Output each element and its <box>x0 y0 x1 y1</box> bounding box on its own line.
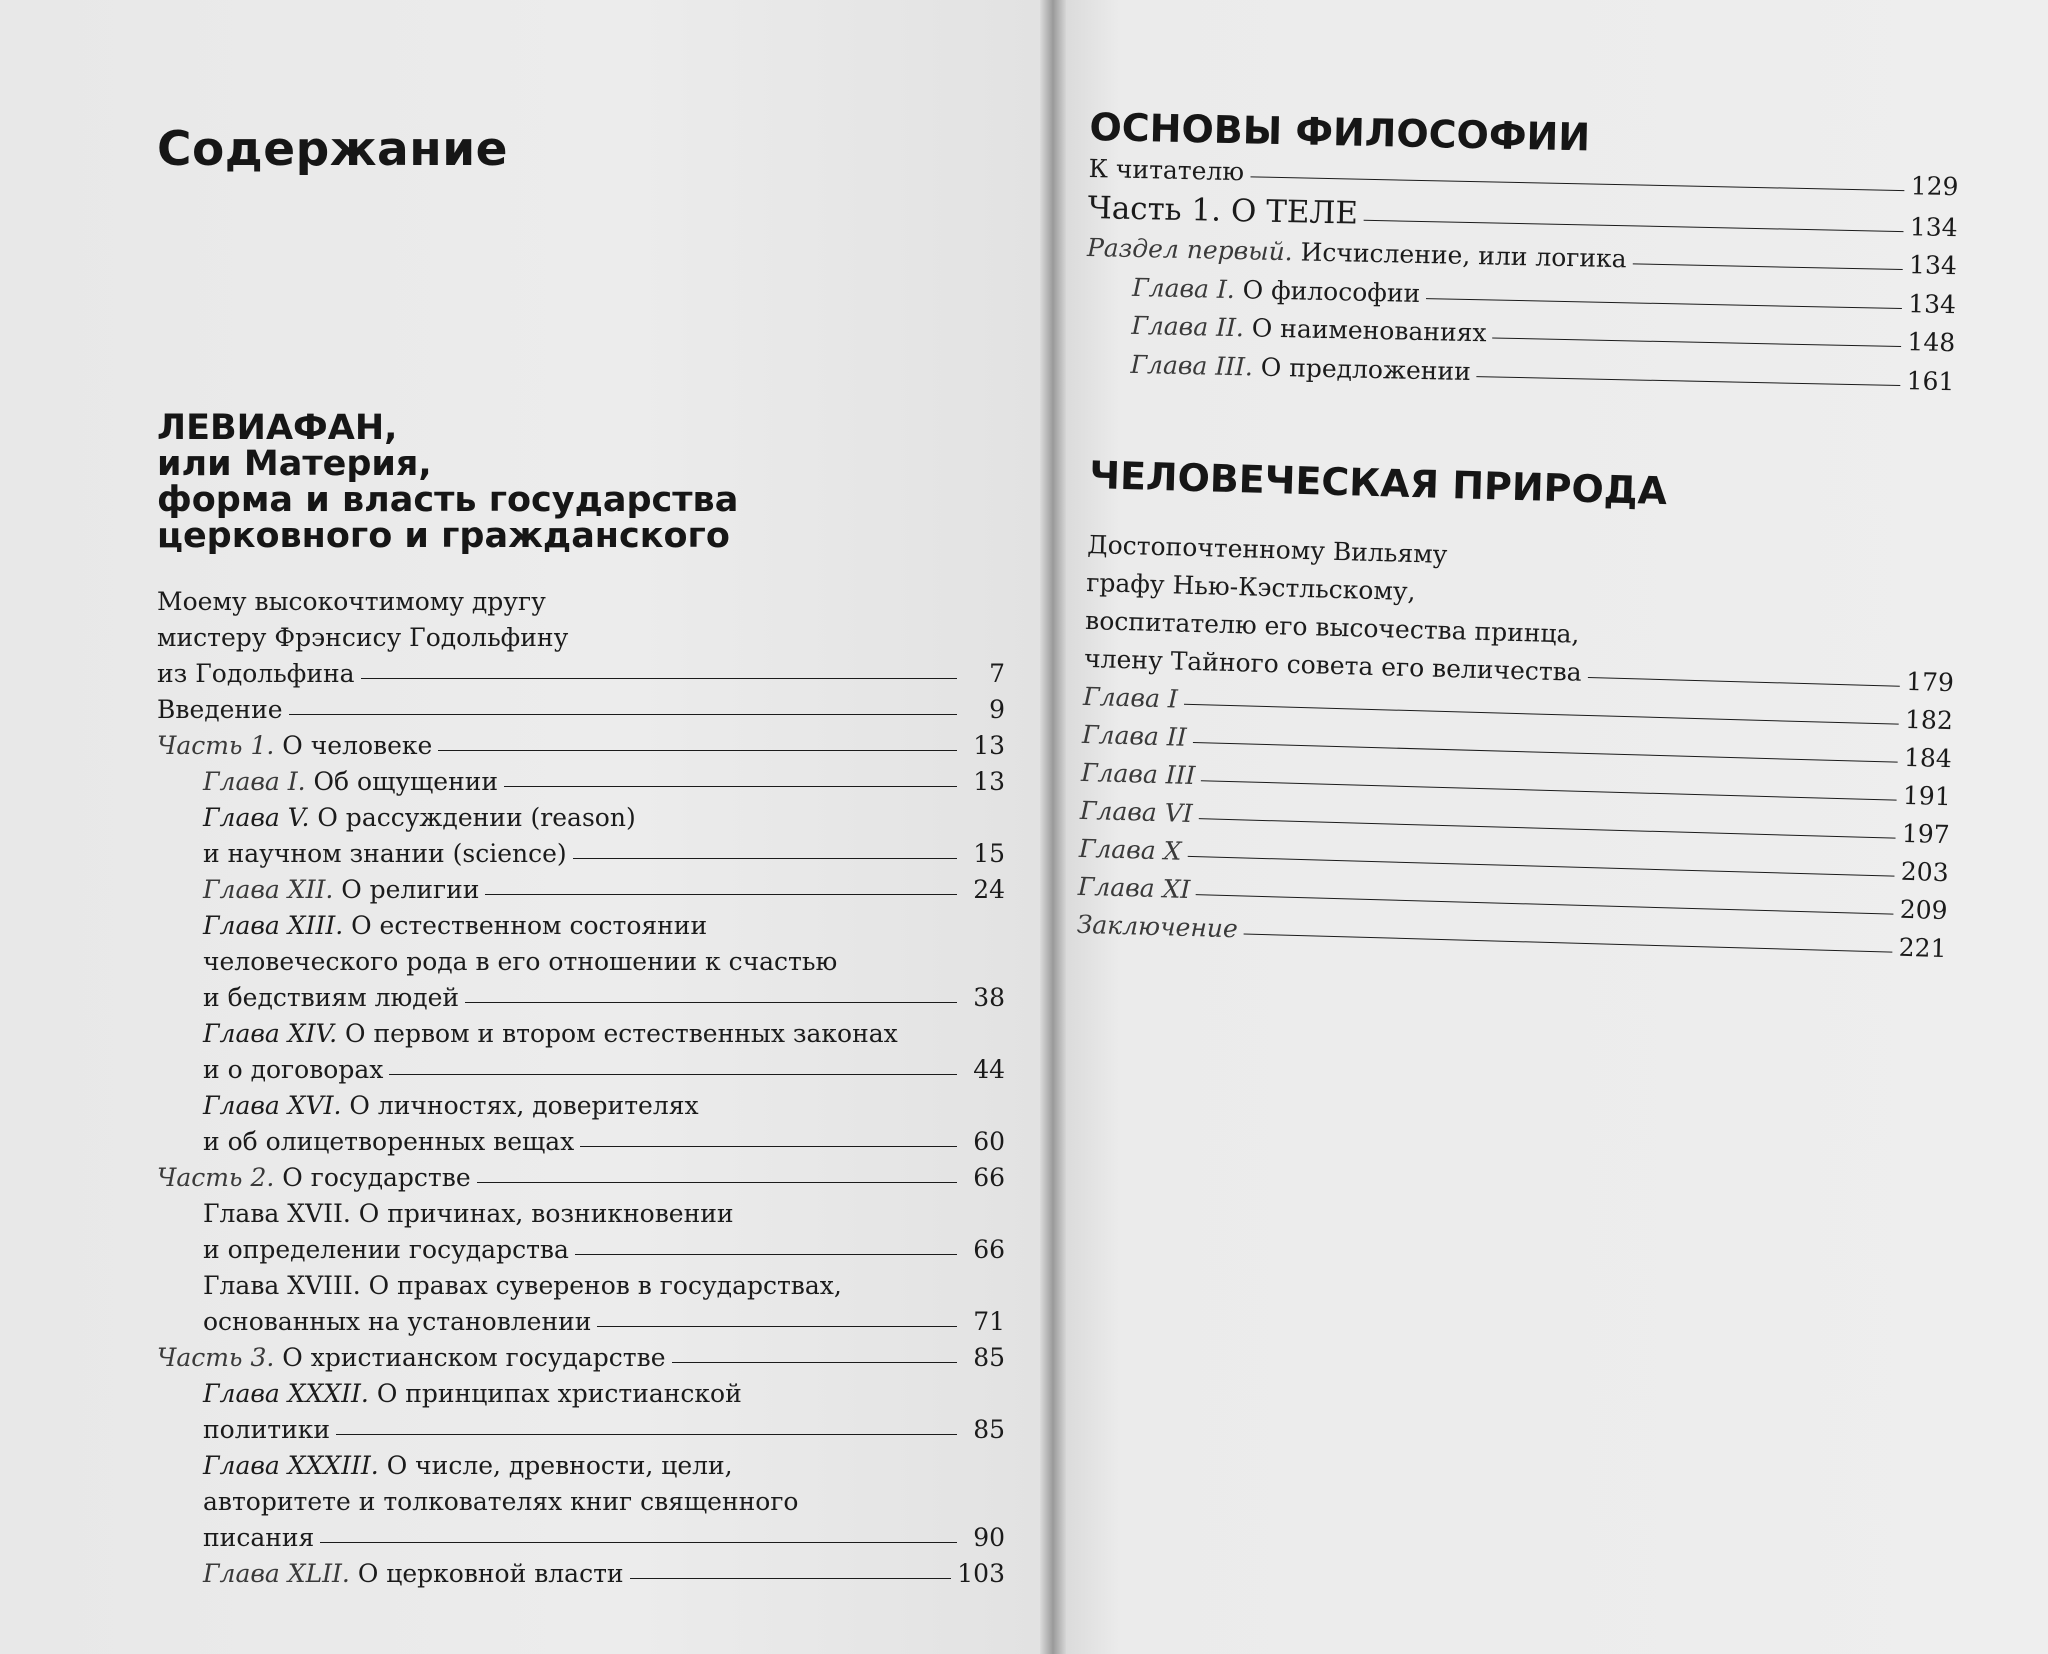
toc-entry[interactable] <box>157 872 1005 908</box>
toc-entry-label: Введение <box>157 695 283 724</box>
page-number: 66 <box>973 1235 1005 1264</box>
toc-entry-label: Часть 3. О христианском государстве <box>157 1343 666 1372</box>
toc-entry[interactable] <box>157 1304 1005 1340</box>
toc-entry-label: Часть 1. О человеке <box>157 731 433 760</box>
osnovy-title: ОСНОВЫ ФИЛОСОФИИ <box>1089 104 1591 160</box>
leviathan-title-line: церковного и гражданского <box>157 516 730 556</box>
leader-line <box>1364 219 1904 231</box>
page-number: 24 <box>973 875 1005 904</box>
leader-line <box>597 1326 957 1327</box>
toc-entry-continuation: человеческого рода в его отношении к счастью <box>203 947 838 976</box>
dedication-line: Моему высокочтимому другу <box>157 587 546 616</box>
page-number: 13 <box>973 767 1005 796</box>
page-number: 134 <box>1909 211 1958 242</box>
leader-line <box>504 786 957 787</box>
toc-entry[interactable] <box>157 656 1005 692</box>
toc-entry-label: Часть 2. О государстве <box>157 1163 471 1192</box>
dedication-line: Достопочтенному Вильяму <box>1087 529 1448 570</box>
page-number: 182 <box>1904 704 1954 736</box>
page-number: 90 <box>973 1523 1005 1552</box>
page-number: 13 <box>973 731 1005 760</box>
toc-entry-label: Глава VI <box>1079 795 1194 829</box>
leader-line <box>1477 376 1901 386</box>
toc-entry[interactable] <box>157 1124 1005 1160</box>
leader-line <box>485 894 957 895</box>
toc-entry-label: Глава II <box>1081 719 1188 752</box>
page-number: 203 <box>1900 856 1949 888</box>
leader-line <box>1492 337 1901 347</box>
toc-entry-label: Глава XII. О религии <box>203 875 480 904</box>
leviathan-title-line: ЛЕВИАФАН, <box>157 408 398 448</box>
toc-entry-label: Глава I <box>1082 681 1179 714</box>
toc-entry-label: Глава XXXII. О принципах христианской <box>203 1379 742 1408</box>
toc-entry-label: Глава I. О философии <box>1131 272 1421 308</box>
book-gutter <box>1040 0 1066 1654</box>
page-number: 44 <box>973 1055 1005 1084</box>
page-number: 134 <box>1908 250 1958 281</box>
toc-entry[interactable] <box>157 1232 1005 1268</box>
toc-entry-continuation: основанных на установлении <box>203 1307 592 1336</box>
page-number: 148 <box>1907 327 1956 358</box>
page-number: 191 <box>1902 780 1952 812</box>
page-number: 66 <box>973 1163 1005 1192</box>
page-number: 161 <box>1906 365 1955 396</box>
chelov-section <box>1076 452 1959 968</box>
leader-line <box>389 1074 957 1075</box>
leviathan-title-line: или Материя, <box>157 444 432 484</box>
leader-line <box>1633 263 1903 270</box>
page-number: 179 <box>1905 666 1955 698</box>
toc-entry[interactable] <box>157 764 1005 800</box>
toc-entry[interactable] <box>157 1556 1005 1592</box>
page-number: 38 <box>973 983 1005 1012</box>
leader-line <box>438 750 957 751</box>
page-number: 129 <box>1910 171 1959 202</box>
toc-entry-label: из Годольфина <box>157 659 355 688</box>
chelov-title: ЧЕЛОВЕЧЕСКАЯ ПРИРОДА <box>1088 452 1668 514</box>
toc-entry-label: Глава XIII. О естественном состоянии <box>203 911 708 940</box>
toc-entry-label: Глава XVI. О личностях, доверителях <box>203 1091 699 1120</box>
leader-line <box>289 714 957 715</box>
toc-entry-label: Глава I. Об ощущении <box>203 767 499 796</box>
leader-line <box>1426 298 1902 309</box>
page-number: 221 <box>1898 932 1947 964</box>
toc-entry-label: члену Тайного совета его величества <box>1083 643 1583 687</box>
toc-entry[interactable] <box>157 728 1005 764</box>
toc-entry-continuation: писания <box>203 1523 315 1552</box>
leader-line <box>573 858 957 859</box>
leader-line <box>672 1362 957 1363</box>
leader-line <box>361 678 957 679</box>
page-number: 85 <box>973 1343 1005 1372</box>
toc-entry[interactable] <box>157 1340 1005 1376</box>
toc-entry[interactable] <box>157 692 1005 728</box>
toc-entry[interactable] <box>157 1520 1005 1556</box>
toc-entry-label: Раздел первый. Исчисление, или логика <box>1086 232 1627 274</box>
dedication-line: воспитателю его высочества принца, <box>1084 605 1580 649</box>
toc-entry-continuation: авторитете и толкователях книг священного <box>203 1487 799 1516</box>
contents-title: Содержание <box>157 122 509 177</box>
page-number: 7 <box>989 659 1005 688</box>
chelov-toc <box>1076 526 1957 968</box>
toc-entry-continuation: и о договорах <box>203 1055 384 1084</box>
page-number: 184 <box>1903 742 1953 774</box>
toc-entry-label: Глава XXXIII. О числе, древности, цели, <box>203 1451 733 1480</box>
leader-line <box>575 1254 957 1255</box>
toc-entry-label: Глава X <box>1078 833 1182 866</box>
leviathan-section <box>157 410 1017 1592</box>
leader-line <box>1244 933 1893 952</box>
page-number: 85 <box>973 1415 1005 1444</box>
page-number: 71 <box>973 1307 1005 1336</box>
dedication-line: графу Нью-Кэстльскому, <box>1085 567 1416 607</box>
osnovy-section <box>1084 104 1960 401</box>
page-number: 15 <box>973 839 1005 868</box>
leader-line <box>630 1578 952 1579</box>
page-number: 197 <box>1901 818 1951 850</box>
toc-entry-continuation: и бедствиям людей <box>203 983 460 1012</box>
leader-line <box>477 1182 957 1183</box>
toc-entry[interactable] <box>157 980 1005 1016</box>
toc-entry-label: Глава XLII. О церковной власти <box>203 1559 624 1588</box>
toc-entry-label: Часть 1. О ТЕЛЕ <box>1087 189 1359 232</box>
osnovy-toc <box>1084 150 1959 401</box>
toc-entry-label: Глава XIV. О первом и втором естественных законах <box>203 1019 898 1048</box>
leader-line <box>1250 176 1905 191</box>
leviathan-toc <box>157 584 1005 1592</box>
toc-entry[interactable] <box>157 1052 1005 1088</box>
toc-entry-continuation: и об олицетворенных вещах <box>203 1127 575 1156</box>
page-number: 9 <box>989 695 1005 724</box>
toc-entry-label: Глава III. О предложении <box>1130 349 1472 386</box>
toc-entry-label: Глава II. О наименованиях <box>1131 310 1487 348</box>
toc-entry-label: К читателю <box>1088 153 1245 187</box>
leader-line <box>580 1146 957 1147</box>
toc-entry-continuation: политики <box>203 1415 331 1444</box>
toc-entry[interactable] <box>157 1412 1005 1448</box>
toc-entry-label: Глава XVII. О причинах, возникновении <box>203 1199 734 1228</box>
leviathan-title <box>157 410 1017 554</box>
toc-entry-label: Заключение <box>1076 909 1239 944</box>
page-number: 134 <box>1907 288 1957 319</box>
toc-entry-continuation: и научном знании (science) <box>203 839 567 868</box>
page-number: 103 <box>957 1559 1005 1588</box>
dedication-line: мистеру Фрэнсису Годольфину <box>157 623 569 652</box>
toc-entry[interactable] <box>157 836 1005 872</box>
leviathan-title-line: форма и власть государства <box>157 480 739 520</box>
leader-line <box>1588 677 1901 687</box>
toc-entry-label: Глава III <box>1080 757 1196 791</box>
leader-line <box>336 1434 957 1435</box>
leader-line <box>320 1542 957 1543</box>
toc-entry-label: Глава XVIII. О правах суверенов в государствах, <box>203 1271 842 1300</box>
toc-entry-label: Глава XI <box>1077 871 1191 904</box>
page-number: 60 <box>973 1127 1005 1156</box>
page-number: 209 <box>1899 894 1948 926</box>
toc-entry[interactable] <box>157 1160 1005 1196</box>
leader-line <box>465 1002 957 1003</box>
toc-entry-label: Глава V. О рассуждении (reason) <box>203 803 636 832</box>
toc-entry-continuation: и определении государства <box>203 1235 569 1264</box>
